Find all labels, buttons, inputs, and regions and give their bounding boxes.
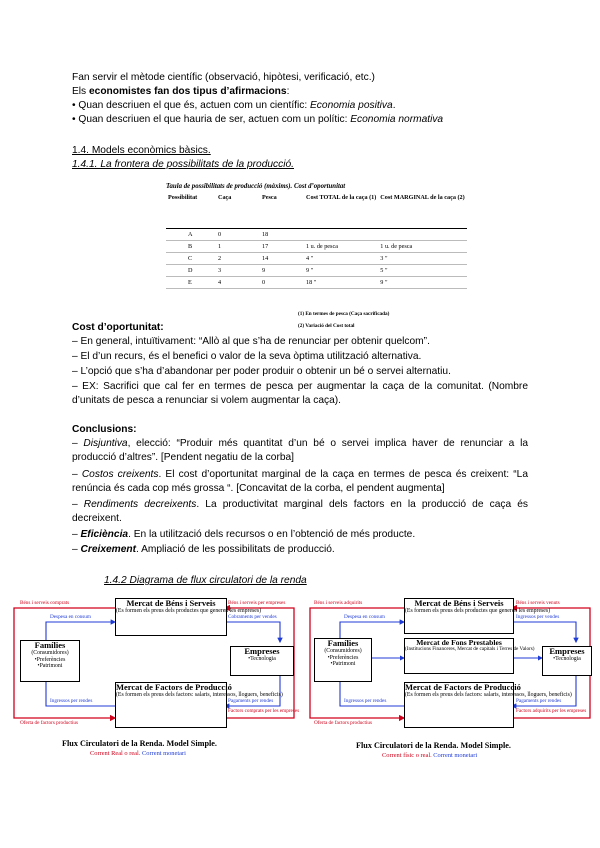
- legend-real: Corrent físic o real.: [382, 752, 432, 759]
- flux-heading: 1.4.2 Diagrama de flux circulatori de la renda: [104, 575, 307, 586]
- flow-label: Béns i serveis comprats: [20, 600, 70, 606]
- families-title: Famílies: [327, 638, 359, 648]
- ppf-header-total-cost: Cost TOTAL de la caça (1): [304, 194, 378, 229]
- flow-label: Béns i serveis per empreses: [228, 600, 286, 606]
- ppf-header-hunting: Caça: [216, 194, 260, 229]
- ppf-cell: 9 ": [304, 265, 378, 277]
- ppf-cell: [304, 229, 378, 241]
- intro-line-2-suffix: :: [286, 86, 290, 97]
- bullet-2-italic: Economia normativa: [350, 114, 444, 125]
- conclusion-text: , elecció: “Produir més quantitat d’un bé o servei implica haver de renunciar a la producció d’altres”. [Pendent negatiu de la corba]: [72, 438, 529, 463]
- conclusion-term: Disjuntiva: [83, 438, 128, 449]
- ppf-cell: 2: [216, 253, 260, 265]
- families-title: Famílies: [34, 640, 66, 650]
- conclusion-text: . En la utilització dels recursos o en l’obtenció de més producte.: [128, 529, 416, 540]
- firms-item: •Tecnologia: [248, 656, 276, 662]
- conclusions-heading: Conclusions:: [72, 424, 137, 435]
- ppf-table: [166, 194, 467, 289]
- conclusion-diminishing-returns: [72, 498, 528, 526]
- ppf-cell: 17: [260, 241, 304, 253]
- factor-market-title: Mercat de Factors de Producció: [116, 682, 232, 692]
- ppf-cell: 9 ": [378, 277, 466, 289]
- ppf-header-fishing: Pesca: [260, 194, 304, 229]
- families-item: •Patrimoni: [37, 663, 63, 669]
- cost-line-4: – EX: Sacrifici que cal fer en termes de pesca per augmentar la caça de la comunitat. (Nombre d’unitats de pesca a renunciar si volem augmentar la caça).: [72, 381, 528, 406]
- bullet-2-text: • Quan descriuen el que hauria de ser, actuen com un polític:: [72, 114, 351, 125]
- firms-item: •Tecnologia: [553, 656, 581, 662]
- families-box: [314, 638, 372, 682]
- ppf-cell: 18 ": [304, 277, 378, 289]
- ppf-table-header-row: [166, 194, 467, 229]
- flow-label: Pagaments per rendes: [516, 698, 562, 704]
- ppf-header-possibility: Possibilitat: [166, 194, 216, 229]
- conclusion-dash: –: [72, 469, 82, 480]
- goods-market-title: Mercat de Béns i Serveis: [414, 598, 504, 608]
- goods-market-desc: (Es formen els preus dels productes que generen les empreses): [116, 608, 262, 614]
- flow-money-top-left: [46, 622, 115, 642]
- goods-market-desc: (Es formen els preus dels productes que generen les empreses): [405, 608, 551, 614]
- ppf-note-2: (2) Variació del Cost total: [298, 323, 355, 329]
- conclusion-increasing-costs: [72, 468, 528, 496]
- ppf-cell: 1: [216, 241, 260, 253]
- table-row: [166, 253, 467, 265]
- table-row: [166, 241, 467, 253]
- ppf-table-title: Taula de possibilitats de producció (màxims). Cost d’oportunitat: [166, 183, 346, 190]
- conclusion-term: Eficiència: [80, 529, 129, 540]
- intro-bullet-normative: [72, 113, 443, 127]
- flow-label: Oferta de factors productius: [20, 720, 79, 726]
- ppf-cell: 4: [216, 277, 260, 289]
- ppf-cell: 3: [216, 265, 260, 277]
- conclusion-dash: –: [72, 544, 81, 555]
- conclusion-text: . La productivitat marginal dels factors en la producció de caça és decreixent.: [72, 499, 528, 524]
- flow-label: Oferta de factors productius: [314, 720, 373, 726]
- conclusion-dash: –: [72, 438, 84, 449]
- factor-market-title: Mercat de Factors de Producció: [405, 682, 521, 692]
- flux-diagram-right: [306, 596, 596, 731]
- ppf-cell: B: [166, 241, 216, 253]
- legend-monetary: Corrent monetari: [142, 750, 186, 757]
- flow-label: Cobraments per vendes: [228, 614, 277, 620]
- ppf-cell: C: [166, 253, 216, 265]
- goods-market-title: Mercat de Béns i Serveis: [126, 598, 216, 608]
- bullet-1-italic: Economia positiva: [310, 100, 393, 111]
- funds-market-title: Mercat de Fons Prestables: [416, 638, 502, 647]
- families-sub: (Consumidores): [31, 650, 69, 656]
- firms-title: Empreses: [244, 646, 280, 656]
- intro-bullet-positive: [72, 99, 396, 113]
- ppf-cell: 4 ": [304, 253, 378, 265]
- ppf-header-marginal-cost: Cost MARGINAL de la caça (2): [378, 194, 466, 229]
- cost-line-2: – El d’un recurs, és el benefici o valor de la seva òptima utilització alternativa.: [72, 351, 422, 362]
- flow-label: Béns i serveis venuts: [516, 600, 560, 606]
- intro-line-1: Fan servir el mètode científic (observació, hipòtesi, verificació, etc.): [72, 72, 375, 83]
- conclusion-text: . Ampliació de les possibilitats de producció.: [136, 544, 335, 555]
- flow-label: Ingressos per rendes: [50, 698, 93, 704]
- ppf-cell: 1 u. de pesca: [304, 241, 378, 253]
- table-row: [166, 265, 467, 277]
- flux-right-legend: [382, 752, 477, 759]
- flow-money-top-right: [225, 622, 280, 642]
- section-subheading: 1.4.1. La frontera de possibilitats de la producció.: [72, 159, 294, 170]
- families-item: •Patrimoni: [330, 661, 356, 667]
- bullet-1-text: • Quan descriuen el que és, actuen com un científic:: [72, 100, 311, 111]
- ppf-cell: 5 ": [378, 265, 466, 277]
- conclusion-term: Creixement: [80, 544, 136, 555]
- cost-heading: Cost d’oportunitat:: [72, 322, 164, 333]
- conclusion-term: Costos creixents: [81, 469, 159, 480]
- bullet-1-end: .: [392, 100, 396, 111]
- ppf-cell: 3 ": [378, 253, 466, 265]
- funds-market-box: [404, 638, 535, 674]
- flux-right-caption: Flux Circulatori de la Renda. Model Simple.: [356, 741, 511, 750]
- intro-line-2: [72, 85, 289, 99]
- ppf-cell: 0: [260, 277, 304, 289]
- conclusion-term: Rendiments decreixents: [83, 499, 197, 510]
- ppf-cell: D: [166, 265, 216, 277]
- flow-label: Factors comprats per les empreses: [228, 708, 300, 714]
- conclusion-text: . El cost d’oportunitat marginal de la caça en termes de pesca és creixent: “La renúncia és cada cop més grossa “. [Concavitat de la corba, el pendent augmenta]: [72, 469, 528, 494]
- firms-box: [230, 646, 294, 676]
- ppf-cell: 1 u. de pesca: [378, 241, 466, 253]
- flux-diagram-left: [10, 596, 300, 731]
- families-sub: (Consumidores): [324, 648, 362, 654]
- flow-label: Factors adquirits per les empreses: [516, 708, 587, 714]
- cost-line-1: – En general, intuïtivament: “Allò al que s’ha de renunciar per obtenir quelcom”.: [72, 336, 430, 347]
- firms-title: Empreses: [549, 646, 585, 656]
- table-row: [166, 277, 467, 289]
- families-item: •Preferències: [327, 654, 359, 661]
- firms-box: [542, 646, 592, 676]
- ppf-cell: 9: [260, 265, 304, 277]
- flow-label: Despesa en consum: [344, 614, 385, 620]
- table-row: [166, 229, 467, 241]
- flow-label: Ingressos per rendes: [344, 698, 387, 704]
- families-box: [20, 640, 80, 682]
- ppf-cell: 0: [216, 229, 260, 241]
- ppf-cell: 18: [260, 229, 304, 241]
- funds-market-desc: (Institucions Financeres, Mercat de capitals i Terres de Valors): [405, 646, 535, 652]
- cost-line-3: – L’opció que s’ha d’abandonar per poder produir o obtenir un bé o servei alternatiu.: [72, 366, 451, 377]
- factor-market-desc: (Es formen els preus dels factors: salaris, interessos, lloguers, beneficis): [116, 692, 283, 698]
- conclusion-disjunctive: [72, 437, 528, 465]
- conclusion-dash: –: [72, 529, 81, 540]
- flow-label: Béns i serveis adquirits: [314, 600, 363, 606]
- ppf-table-wrap: [166, 194, 467, 289]
- ppf-cell: E: [166, 277, 216, 289]
- flow-label: Despesa en consum: [50, 614, 91, 620]
- conclusion-efficiency: [72, 528, 415, 542]
- conclusion-dash: –: [72, 499, 84, 510]
- ppf-cell: 14: [260, 253, 304, 265]
- intro-line-2-prefix: Els: [72, 86, 89, 97]
- ppf-cell: [378, 229, 466, 241]
- ppf-note-1: (1) En termes de pesca (Caça sacrificada): [298, 311, 390, 317]
- ppf-cell: A: [166, 229, 216, 241]
- legend-real: Corrent Real o real.: [90, 750, 141, 757]
- intro-line-2-bold: economistes fan dos tipus d’afirmacions: [88, 86, 287, 97]
- families-item: •Preferències: [34, 656, 66, 663]
- conclusion-growth: [72, 543, 335, 557]
- flow-money-top-right: [512, 622, 576, 642]
- flux-left-legend: [90, 750, 186, 757]
- legend-monetary: Corrent monetari: [433, 752, 478, 759]
- flow-label: Ingressos per vendes: [516, 614, 560, 620]
- flow-label: Pagaments per rendes: [228, 698, 274, 704]
- section-heading: 1.4. Models econòmics bàsics.: [72, 145, 211, 156]
- flux-left-caption: Flux Circulatori de la Renda. Model Simple.: [62, 739, 217, 748]
- factor-market-desc: (Es formen els preus dels factors: salaris, interessos, lloguers, beneficis): [405, 692, 572, 698]
